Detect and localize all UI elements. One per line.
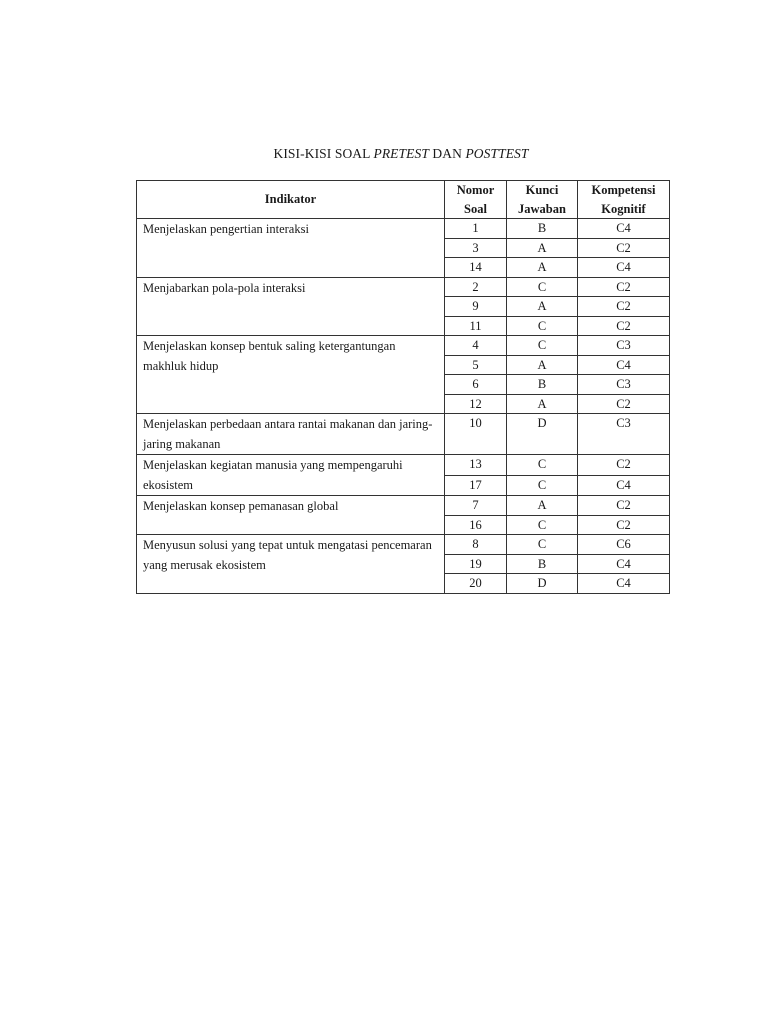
kompetensi-cell: C2 bbox=[578, 316, 670, 336]
kompetensi-cell: C3 bbox=[578, 375, 670, 395]
kompetensi-cell: C2 bbox=[578, 277, 670, 297]
nomor-cell: 5 bbox=[445, 355, 507, 375]
nomor-cell: 1 bbox=[445, 219, 507, 239]
table-row bbox=[137, 414, 670, 455]
kompetensi-cell: C2 bbox=[578, 394, 670, 414]
kompetensi-cell: C4 bbox=[578, 574, 670, 594]
kunci-cell: A bbox=[507, 496, 578, 516]
kunci-cell: B bbox=[507, 375, 578, 395]
indikator-cell: Menjelaskan konsep bentuk saling ketergantungan makhluk hidup bbox=[137, 336, 445, 414]
indikator-cell: Menjelaskan perbedaan antara rantai makanan dan jaring-jaring makanan bbox=[137, 414, 445, 455]
nomor-cell: 19 bbox=[445, 554, 507, 574]
kunci-cell: A bbox=[507, 394, 578, 414]
header-row bbox=[137, 181, 670, 219]
kompetensi-cell: C2 bbox=[578, 238, 670, 258]
kompetensi-cell: C6 bbox=[578, 535, 670, 555]
kunci-cell: C bbox=[507, 277, 578, 297]
kunci-cell: B bbox=[507, 219, 578, 239]
kunci-cell: C bbox=[507, 336, 578, 356]
kunci-cell: A bbox=[507, 355, 578, 375]
kompetensi-cell: C4 bbox=[578, 355, 670, 375]
table-row bbox=[137, 277, 670, 297]
kunci-cell: C bbox=[507, 455, 578, 476]
nomor-cell: 16 bbox=[445, 515, 507, 535]
kunci-cell: D bbox=[507, 414, 578, 455]
table-row bbox=[137, 535, 670, 555]
indikator-cell: Menjelaskan pengertian interaksi bbox=[137, 219, 445, 278]
table-row bbox=[137, 336, 670, 356]
kunci-cell: A bbox=[507, 258, 578, 278]
kunci-cell: B bbox=[507, 554, 578, 574]
kompetensi-cell: C2 bbox=[578, 515, 670, 535]
nomor-cell: 6 bbox=[445, 375, 507, 395]
kompetensi-cell: C3 bbox=[578, 336, 670, 356]
indikator-cell: Menjabarkan pola-pola interaksi bbox=[137, 277, 445, 336]
title-pretest: PRETEST bbox=[373, 146, 429, 161]
indikator-cell: Menjelaskan konsep pemanasan global bbox=[137, 496, 445, 535]
kunci-cell: A bbox=[507, 297, 578, 317]
nomor-cell: 8 bbox=[445, 535, 507, 555]
kunci-cell: C bbox=[507, 515, 578, 535]
nomor-cell: 20 bbox=[445, 574, 507, 594]
nomor-cell: 4 bbox=[445, 336, 507, 356]
kunci-cell: C bbox=[507, 535, 578, 555]
indikator-cell: Menjelaskan kegiatan manusia yang mempengaruhi ekosistem bbox=[137, 455, 445, 496]
kunci-cell: A bbox=[507, 238, 578, 258]
kompetensi-cell: C3 bbox=[578, 414, 670, 455]
nomor-cell: 10 bbox=[445, 414, 507, 455]
kunci-cell: C bbox=[507, 316, 578, 336]
kompetensi-cell: C4 bbox=[578, 475, 670, 496]
table-row bbox=[137, 219, 670, 239]
kompetensi-cell: C4 bbox=[578, 258, 670, 278]
nomor-cell: 9 bbox=[445, 297, 507, 317]
kompetensi-cell: C4 bbox=[578, 219, 670, 239]
nomor-cell: 13 bbox=[445, 455, 507, 476]
kisi-kisi-table bbox=[136, 180, 670, 594]
title-prefix: KISI-KISI SOAL bbox=[273, 146, 374, 161]
kompetensi-cell: C2 bbox=[578, 455, 670, 476]
header-nomor-soal: Nomor Soal bbox=[445, 181, 507, 219]
indikator-cell: Menyusun solusi yang tepat untuk mengatasi pencemaran yang merusak ekosistem bbox=[137, 535, 445, 594]
nomor-cell: 14 bbox=[445, 258, 507, 278]
nomor-cell: 12 bbox=[445, 394, 507, 414]
title-posttest: POSTTEST bbox=[465, 146, 529, 161]
kunci-cell: D bbox=[507, 574, 578, 594]
kompetensi-cell: C4 bbox=[578, 554, 670, 574]
kunci-cell: C bbox=[507, 475, 578, 496]
nomor-cell: 3 bbox=[445, 238, 507, 258]
nomor-cell: 17 bbox=[445, 475, 507, 496]
kompetensi-cell: C2 bbox=[578, 297, 670, 317]
header-kunci-jawaban: Kunci Jawaban bbox=[507, 181, 578, 219]
table-row bbox=[137, 455, 670, 476]
header-indikator: Indikator bbox=[137, 181, 445, 219]
nomor-cell: 7 bbox=[445, 496, 507, 516]
title-middle: DAN bbox=[428, 146, 466, 161]
nomor-cell: 11 bbox=[445, 316, 507, 336]
nomor-cell: 2 bbox=[445, 277, 507, 297]
page-title bbox=[0, 146, 768, 162]
table-row bbox=[137, 496, 670, 516]
header-kompetensi-kognitif: Kompetensi Kognitif bbox=[578, 181, 670, 219]
kompetensi-cell: C2 bbox=[578, 496, 670, 516]
